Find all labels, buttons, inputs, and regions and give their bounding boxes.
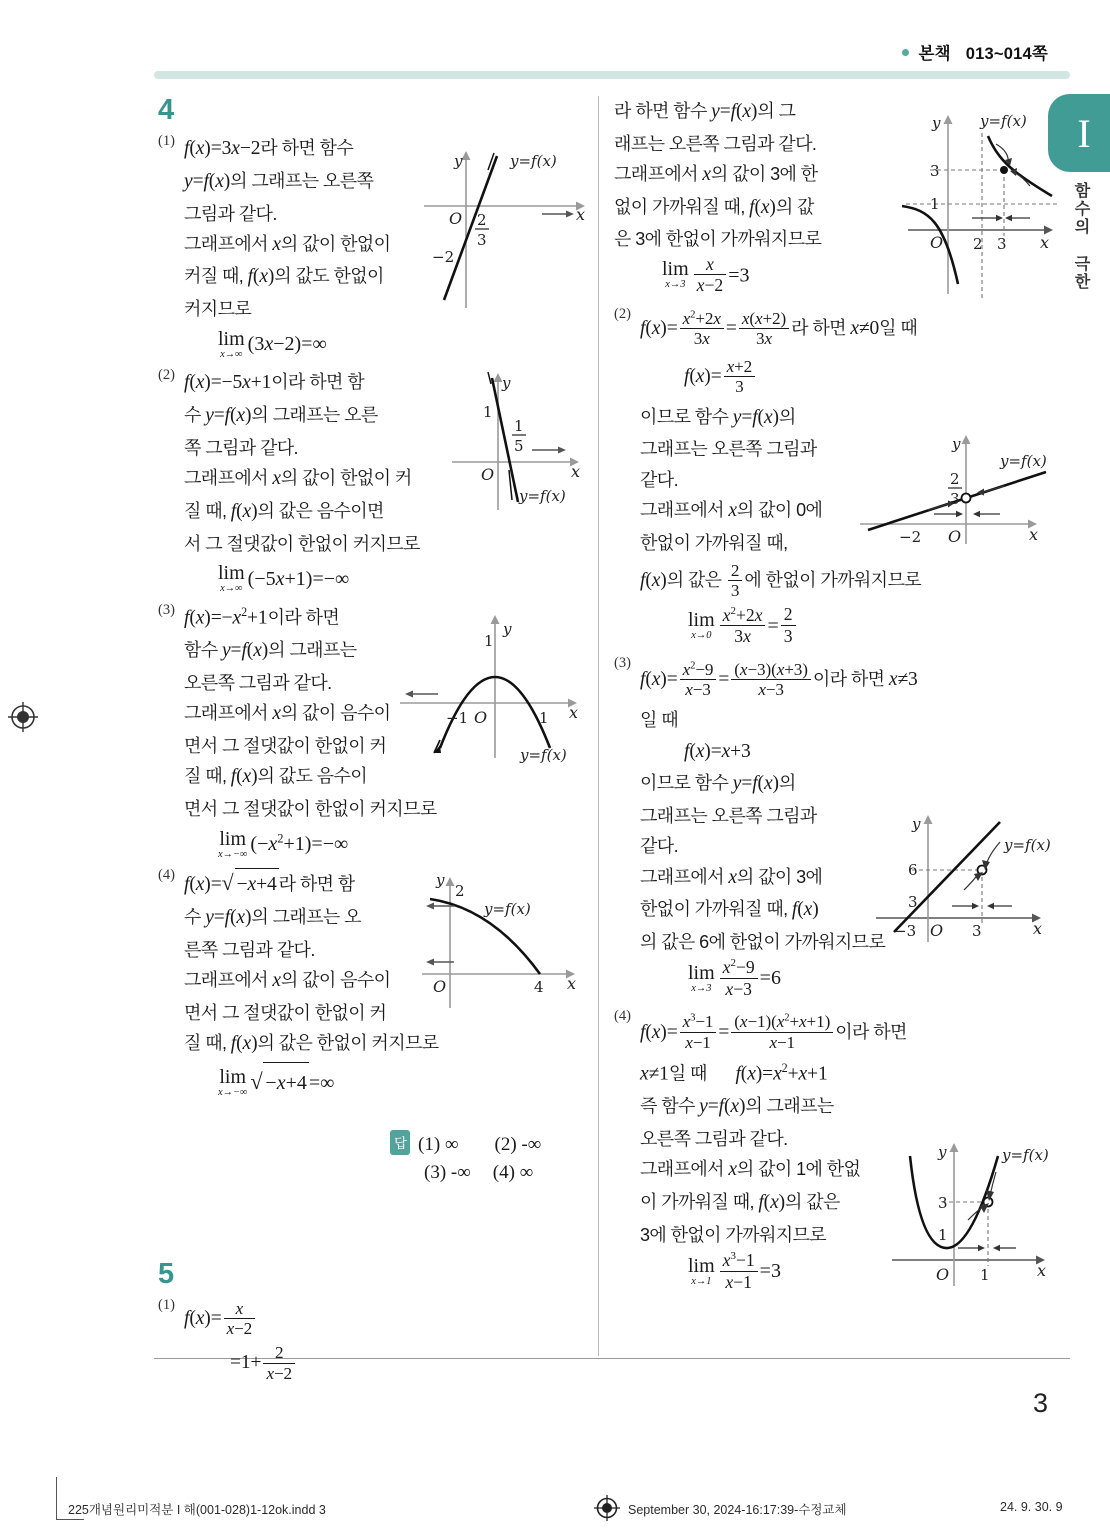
svg-text:3: 3	[997, 235, 1007, 253]
solution-line: y=f(x)의 그래프는 오른쪽	[184, 170, 374, 192]
solution-line: 은 3에 한없이 가까워지므로	[614, 229, 822, 250]
svg-text:3: 3	[938, 1194, 948, 1212]
svg-text:O: O	[474, 708, 488, 727]
svg-text:3: 3	[972, 922, 982, 940]
solution-line: f(x)의 값은 $\frac{2}{3}$ 에 한없이 가까워지므로	[640, 560, 922, 600]
svg-text:1: 1	[930, 195, 940, 213]
svg-text:3: 3	[477, 231, 487, 249]
solution-line: f(x)=3x−2라 하면 함수	[184, 138, 354, 159]
figure-parabola-x2-plus-x-plus-1-hole	[892, 1138, 1072, 1298]
solution-line: f(x)= $\frac{x^2-9}{x-3}$ = $\frac{(x-3)(x+3)}{x-3}$ 이라 하면 x≠3	[640, 659, 918, 699]
svg-text:x: x	[1029, 525, 1039, 544]
footer-date: 24. 9. 30. 9	[1000, 1500, 1063, 1514]
answer-value-1: ∞	[444, 1133, 459, 1155]
svg-text:y: y	[932, 114, 941, 132]
solution-line: 그래프에서 x의 값이 3에	[640, 866, 823, 888]
svg-text:3: 3	[930, 162, 940, 180]
solution-equation: lim x→3 $\frac{x^2-9}{x-3}$ =6	[688, 957, 781, 999]
svg-text:6: 6	[908, 861, 918, 879]
svg-text:y=f(x): y=f(x)	[1004, 836, 1051, 854]
answer-value-2: -∞	[521, 1133, 542, 1155]
solution-line: 그래프에서 x의 값이 음수이	[184, 703, 391, 725]
solution-line: 즉 함수 y=f(x)의 그래프는	[640, 1096, 834, 1118]
solution-equation: f(x)= $\frac{x+2}{3}$	[684, 353, 1066, 402]
answer-label-3: (3)	[424, 1161, 447, 1183]
figure-linear-x-plus-3-hole	[876, 810, 1066, 950]
solution-equation: lim x→−∞ √ −x+4 =∞	[218, 1061, 588, 1104]
svg-text:5: 5	[514, 437, 524, 455]
solution-line: 면서 그 절댓값이 한없이 커지므로	[184, 798, 437, 819]
solution-line: 수 y=f(x)의 그래프는 오른	[184, 405, 378, 427]
svg-text:O: O	[930, 233, 944, 252]
solution-equation: lim x→−∞ $(-x^2+1)=-\infty$	[218, 827, 349, 860]
solution-line: 질 때, f(x)의 값은 음수이면	[184, 500, 384, 522]
svg-text:3: 3	[950, 490, 960, 508]
svg-text:1: 1	[938, 1226, 948, 1244]
answer-row-2	[424, 1162, 588, 1184]
solution-equation: lim x→∞ (−5x+1)=−∞	[218, 562, 350, 595]
svg-text:x: x	[576, 205, 586, 224]
answer-value-4: ∞	[519, 1161, 534, 1183]
column-divider	[598, 96, 599, 1356]
solution-equation: f(x)= $\frac{x}{x-2}$	[184, 1297, 588, 1342]
item-label: (1)	[158, 1296, 175, 1313]
figure-linear-minus5x-plus1	[452, 370, 592, 515]
problem-number-4: 4	[158, 94, 175, 126]
item-label: (4)	[158, 867, 175, 884]
figure-linear-x-plus-2-over-3	[860, 432, 1060, 552]
solution-line: 이 가까워질 때, f(x)의 값은	[640, 1192, 840, 1214]
svg-text:y=f(x): y=f(x)	[1000, 452, 1047, 470]
svg-text:y=f(x): y=f(x)	[980, 112, 1027, 130]
svg-text:1: 1	[514, 417, 524, 435]
solution-line: 이므로 함수 y=f(x)의	[640, 773, 796, 795]
side-tab-roman: I	[1077, 110, 1091, 156]
solution-line: 일 때	[640, 710, 678, 731]
item-label: (1)	[158, 133, 175, 149]
side-tab-vertical-label: 함수의 극한	[1072, 182, 1089, 291]
svg-text:O: O	[930, 921, 944, 940]
solution-line: 수 y=f(x)의 그래프는 오	[184, 906, 361, 928]
footer-crop-rule-vertical	[56, 1477, 57, 1519]
solution-equation: f(x)=x+3	[684, 740, 751, 762]
solution-line: 그림과 같다.	[184, 203, 277, 224]
svg-text:y: y	[938, 1143, 947, 1161]
solution-line: 그래프에서 x의 값이 0에	[640, 499, 823, 521]
solution-line: 질 때, f(x)의 값도 음수이	[184, 766, 368, 788]
solution-line: 서 그 절댓값이 한없이 커지므로	[184, 533, 420, 554]
svg-text:O: O	[449, 209, 463, 228]
svg-text:1: 1	[980, 1266, 990, 1284]
svg-text:y=f(x): y=f(x)	[519, 487, 566, 505]
solution-line: 그래프에서 x의 값이 한없이 커	[184, 468, 412, 490]
header-page-range: 013~014쪽	[965, 45, 1048, 63]
svg-text:1: 1	[539, 709, 549, 727]
solution-line: 한없이 가까워질 때, f(x)	[640, 899, 819, 921]
svg-text:x: x	[569, 703, 579, 722]
solution-line: $f(x)=-x^2+1$이라 하면	[184, 604, 340, 629]
svg-text:y=f(x): y=f(x)	[1002, 1146, 1049, 1164]
answer-badge: 답	[390, 1130, 410, 1155]
solution-line: 그래프에서 x의 값이 한없이	[184, 233, 391, 255]
item-label: (4)	[614, 1007, 631, 1024]
svg-text:y: y	[912, 815, 921, 833]
solution-line: f(x)=−5x+1이라 하면 함	[184, 372, 365, 394]
footer-filename: 225개념원리미적분 I 해(001-028)1-12ok.indd 3	[68, 1503, 326, 1517]
solution-equation: lim x→0 $\frac{x^2+2x}{3x}$ = $\frac{2}{3}$	[688, 605, 1066, 647]
registration-mark-footer	[594, 1495, 620, 1521]
registration-mark-left	[8, 702, 38, 732]
solution-line: 이므로 함수 y=f(x)의	[640, 406, 796, 428]
svg-text:O: O	[433, 977, 447, 996]
solution-line: f(x)= $\frac{x^3-1}{x-1}$ = $\frac{(x-1)(x^2+x+1)}{x-1}$ 이라 하면	[640, 1012, 907, 1052]
solution-line: f(x)= $\frac{x^2+2x}{3x}$ = $\frac{x(x+2)}{3x}$ 라 하면 x≠0일 때	[640, 308, 918, 349]
problem-number-5: 5	[158, 1257, 175, 1290]
svg-text:2: 2	[455, 882, 465, 900]
svg-text:x: x	[1040, 233, 1050, 252]
svg-text:1: 1	[483, 403, 493, 421]
svg-text:4: 4	[534, 978, 544, 996]
svg-text:y: y	[503, 620, 512, 638]
solution-line: 의 값은 6에 한없이 가까워지므로	[640, 932, 886, 953]
page-number: 3	[1032, 1388, 1048, 1418]
solution-item-5-1	[158, 1297, 588, 1387]
answer-value-3: -∞	[450, 1161, 471, 1183]
answer-label-1: (1)	[418, 1133, 441, 1155]
svg-text:y=f(x): y=f(x)	[520, 746, 567, 764]
solution-line: 한없이 가까워질 때,	[640, 532, 788, 553]
solution-equation: lim x→3 $\frac{x}{x-2}$ =3	[662, 253, 750, 296]
svg-text:y: y	[436, 872, 445, 889]
svg-text:y: y	[502, 374, 511, 392]
svg-text:2: 2	[477, 211, 487, 229]
svg-text:−3: −3	[894, 922, 917, 940]
svg-text:−1: −1	[446, 709, 469, 727]
solution-line: 커질 때, f(x)의 값도 한없이	[184, 266, 384, 288]
item-label: (2)	[158, 367, 175, 384]
solution-line: f(x)= √ −x+4 라 하면 함	[184, 867, 588, 902]
solution-line: 질 때, f(x)의 값은 한없이 커지므로	[184, 1032, 439, 1054]
solution-line: 그래프는 오른쪽 그림과	[640, 439, 817, 460]
answer-row-1	[390, 1130, 588, 1156]
solution-line: 3에 한없이 가까워지므로	[640, 1224, 827, 1245]
figure-linear-3x-minus-2	[424, 138, 589, 318]
svg-text:y=f(x): y=f(x)	[484, 900, 531, 918]
solution-line: 라 하면 함수 y=f(x)의 그	[614, 101, 796, 122]
solution-line: 함수 y=f(x)의 그래프는	[184, 640, 357, 662]
svg-text:x: x	[1037, 1261, 1047, 1280]
solution-line: 그래프는 오른쪽 그림과	[640, 806, 817, 827]
item-label: (3)	[614, 654, 631, 671]
svg-text:O: O	[481, 465, 495, 484]
svg-text:3: 3	[908, 893, 918, 911]
solution-line: 커지므로	[184, 299, 252, 320]
svg-text:−2: −2	[432, 248, 455, 266]
header-rule-bar	[154, 71, 1070, 79]
header-label: 본책	[918, 45, 951, 63]
svg-text:2: 2	[973, 235, 983, 253]
svg-text:x: x	[1033, 919, 1043, 938]
svg-text:x: x	[571, 462, 581, 481]
svg-text:y: y	[952, 435, 961, 453]
solution-line: 같다.	[640, 836, 678, 857]
solution-equation: lim x→∞ (3x−2)=∞	[218, 327, 327, 360]
solution-equation: =1+ $\frac{2}{x-2}$	[230, 1341, 588, 1386]
solution-line: 면서 그 절댓값이 한없이 커	[184, 735, 387, 756]
solution-line: 쪽 그림과 같다.	[184, 437, 298, 458]
answer-label-4: (4)	[492, 1161, 515, 1183]
svg-text:O: O	[948, 527, 962, 546]
solution-line: 같다.	[640, 469, 678, 490]
solution-line: 래프는 오른쪽 그림과 같다.	[614, 133, 817, 154]
item-label: (3)	[158, 601, 175, 618]
solution-line: 그래프에서 x의 값이 음수이	[184, 969, 391, 991]
svg-text:y: y	[454, 152, 463, 170]
page-header	[902, 40, 1048, 64]
figure-parabola-minus-x2-plus-1	[400, 608, 590, 768]
solution-line: 그래프에서 x의 값이 3에 한	[614, 163, 818, 185]
svg-text:1: 1	[484, 632, 494, 650]
solution-line: x≠1일 때 $f(x)=x^2+x+1$	[640, 1061, 828, 1085]
solution-line: 그래프에서 x의 값이 1에 한없	[640, 1159, 861, 1181]
answer-label-2: (2)	[494, 1133, 517, 1155]
figure-rational-x-over-x-minus-2	[900, 108, 1070, 308]
figure-sqrt-minus-x-plus-4	[422, 872, 592, 1012]
footer-crop-rule-horizontal	[56, 1519, 84, 1520]
solution-line: 오른쪽 그림과 같다.	[640, 1129, 788, 1150]
svg-text:O: O	[936, 1265, 950, 1284]
svg-text:y=f(x): y=f(x)	[510, 152, 557, 170]
svg-text:−2: −2	[899, 528, 922, 546]
solution-line: 없이 가까워질 때, f(x)의 값	[614, 196, 814, 218]
solution-line: 오른쪽 그림과 같다.	[184, 672, 332, 693]
footer-timestamp: September 30, 2024-16:17:39-수정교체	[628, 1503, 847, 1517]
solution-equation: lim x→1 $\frac{x^3-1}{x-1}$ =3	[688, 1250, 781, 1292]
solution-line: 른쪽 그림과 같다.	[184, 939, 315, 960]
svg-text:2: 2	[950, 470, 960, 488]
svg-text:x: x	[567, 974, 577, 993]
bullet-dot-icon	[902, 49, 909, 56]
item-label: (2)	[614, 306, 631, 323]
solution-line: 면서 그 절댓값이 한없이 커	[184, 1002, 387, 1023]
